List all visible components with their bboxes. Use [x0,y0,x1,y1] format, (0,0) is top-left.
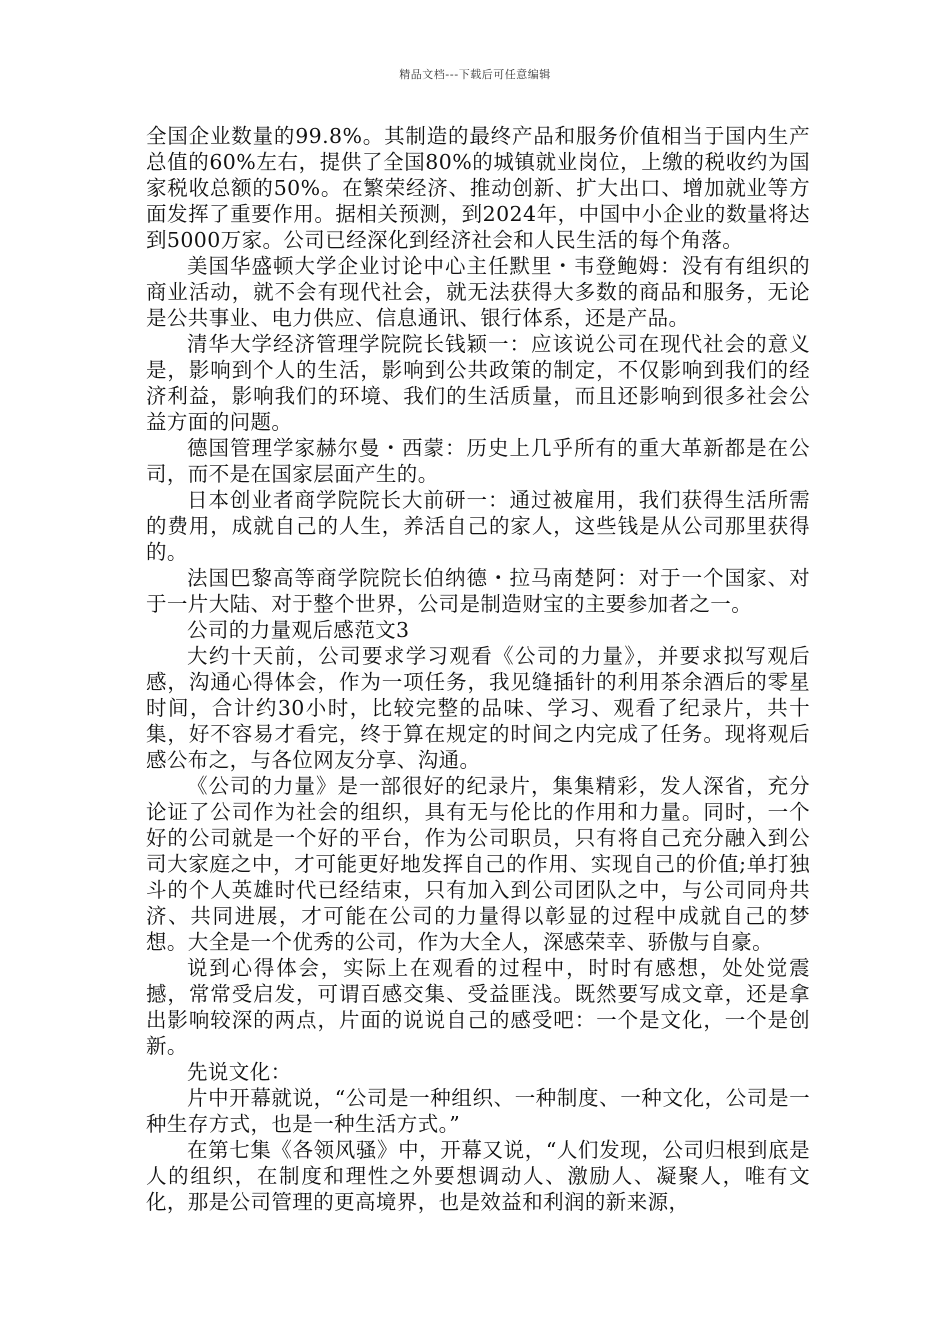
paragraph: 美国华盛顿大学企业讨论中心主任默里・韦登鲍姆：没有有组织的商业活动，就不会有现代社会，就无法获得大多数的商品和服务，无论是公共事业、电力供应、信息通讯、银行体系，还是产品。 [146,254,810,330]
paragraph: 法国巴黎高等商学院院长伯纳德・拉马南楚阿：对于一个国家、对于一片大陆、对于整个世界，公司是制造财宝的主要参加者之一。 [146,566,810,616]
section-heading: 公司的力量观后感范文3 [187,618,410,642]
paragraph: 在第七集《各领风骚》中，开幕又说，“人们发现，公司归根到底是人的组织，在制度和理性之外要想调动人、激励人、凝聚人，唯有文化，那是公司管理的更高境界，也是效益和利润的新来源， [146,1138,810,1214]
paragraph: 《公司的力量》是一部很好的纪录片，集集精彩，发人深省，充分论证了公司作为社会的组织，具有无与伦比的作用和力量。同时，一个好的公司就是一个好的平台，作为公司职员，只有将自己充分融入到公司大家庭之中，才可能更好地发挥自己的作用、实现自己的价值;单打独斗的个人英雄时代已经结束，只有加入到公司团队之中，与公司同舟共济、共同进展，才可能在公司的力量得以彰显的过程中成就自己的梦想。大全是一个优秀的公司，作为大全人，深感荣幸、骄傲与自豪。 [146,774,810,954]
page-header: 精品文档---下载后可任意编辑 [399,68,551,81]
paragraph: 大约十天前，公司要求学习观看《公司的力量》，并要求拟写观后感，沟通心得体会，作为一项任务，我见缝插针的利用茶余酒后的零星时间，合计约30小时，比较完整的品味、学习、观看了纪录片，共十集，好不容易才看完，终于算在规定的时间之内完成了任务。现将观后感公布之，与各位网友分享、沟通。 [146,644,810,772]
paragraph: 日本创业者商学院院长大前研一：通过被雇用，我们获得生活所需的费用，成就自己的人生，养活自己的家人，这些钱是从公司那里获得的。 [146,488,810,564]
paragraph: 全国企业数量的99.8%。其制造的最终产品和服务价值相当于国内生产总值的60%左右，提供了全国80%的城镇就业岗位，上缴的税收约为国家税收总额的50%。在繁荣经济、推动创新、扩大出口、增加就业等方面发挥了重要作用。据相关预测，到2024年，中国中小企业的数量将达到5000万家。公司已经深化到经济社会和人民生活的每个角落。 [146,124,810,252]
paragraph: 片中开幕就说，“公司是一种组织、一种制度、一种文化，公司是一种生存方式，也是一种生活方式。” [146,1086,810,1136]
paragraph: 先说文化： [187,1060,292,1084]
paragraph: 清华大学经济管理学院院长钱颖一：应该说公司在现代社会的意义是，影响到个人的生活，影响到公共政策的制定，不仅影响到我们的经济利益，影响我们的环境、我们的生活质量，而且还影响到很多社会公益方面的问题。 [146,332,810,434]
document-body [146,123,810,1215]
paragraph: 德国管理学家赫尔曼・西蒙：历史上几乎所有的重大革新都是在公司，而不是在国家层面产生的。 [146,436,810,486]
paragraph: 说到心得体会，实际上在观看的过程中，时时有感想，处处觉震撼，常常受启发，可谓百感交集、受益匪浅。既然要写成文章，还是拿出影响较深的两点，片面的说说自己的感受吧：一个是文化，一个是创新。 [146,956,810,1058]
